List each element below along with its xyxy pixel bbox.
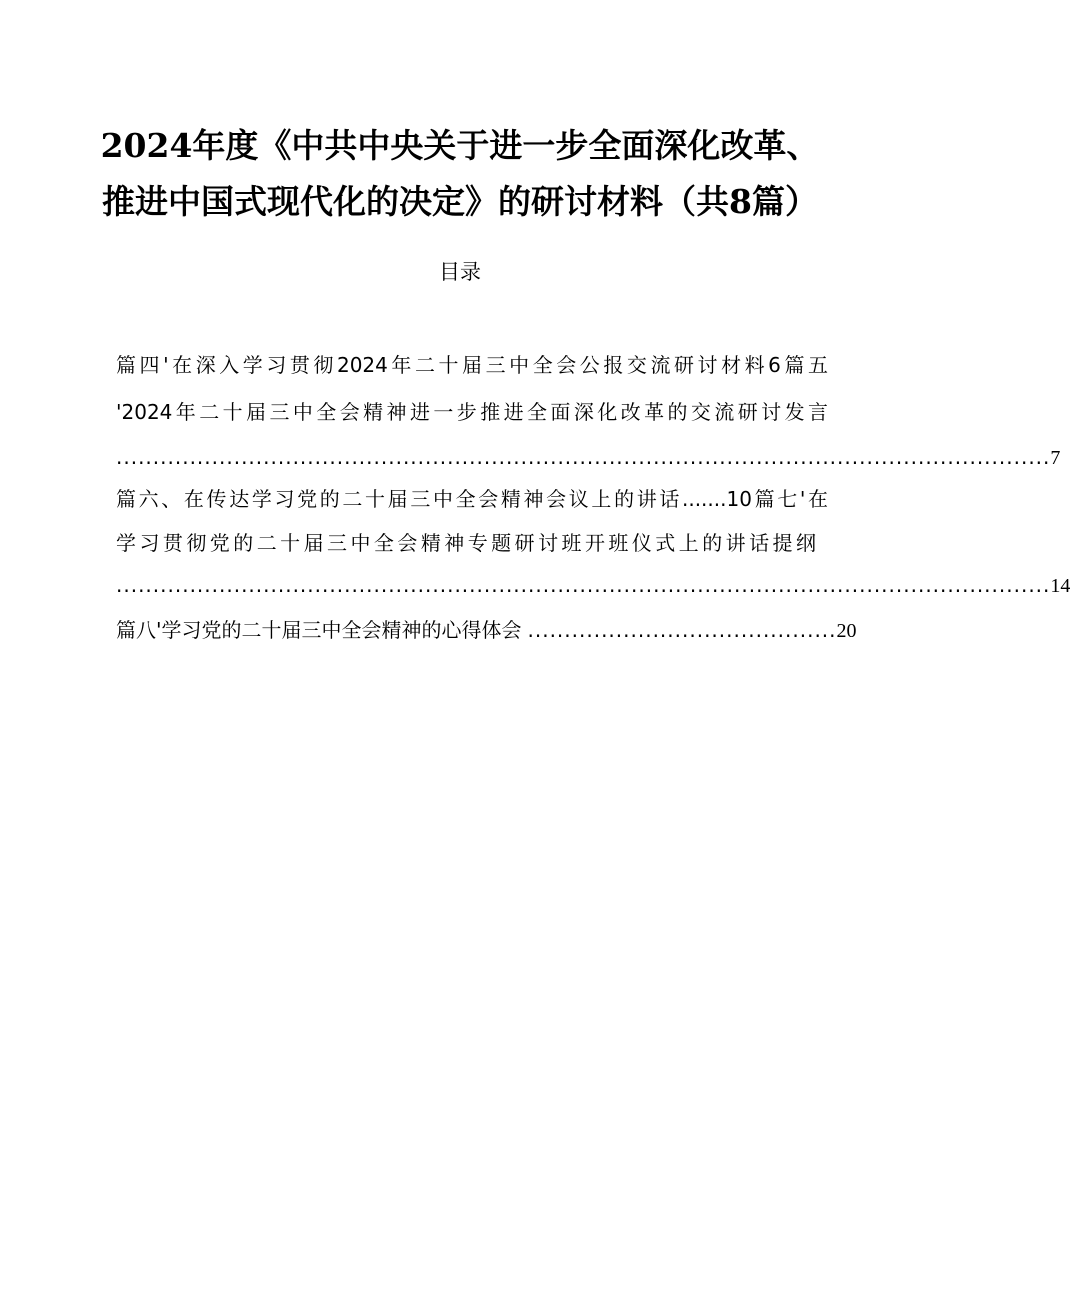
page-number: 20 (836, 620, 857, 642)
title-line-2: 推进中国式现代化的决定》的研讨材料（共8篇） (102, 182, 818, 221)
document-title (100, 118, 820, 230)
title-line-1: 2024年度《中共中央关于进一步全面深化改革、 (100, 126, 820, 165)
page-number: 7 (1050, 447, 1061, 469)
leader-dots: .......................................... (527, 618, 837, 642)
leader-dots: ............................................................................................................................... (116, 445, 1051, 469)
toc-heading: 目录 (439, 260, 481, 284)
page-number: 14 (1050, 575, 1070, 597)
toc-entry-line[interactable]: 学习贯彻党的二十届三中全会精神专题研讨班开班仪式上的讲话提纲 (116, 531, 816, 555)
toc-entry-line[interactable]: 篇四'在深入学习贯彻2024年二十届三中全会公报交流研讨材料6篇五 (116, 353, 828, 377)
toc-entry-line[interactable]: 篇六、在传达学习党的二十届三中全会精神会议上的讲话.......10篇七'在 (116, 487, 828, 511)
toc-entry-leader[interactable] (116, 565, 1070, 605)
toc-entry-leader[interactable] (116, 437, 1061, 477)
leader-dots: ............................................................................................................................... (116, 573, 1051, 597)
toc-entry-line[interactable]: '2024年二十届三中全会精神进一步推进全面深化改革的交流研讨发言 (116, 400, 828, 424)
toc-entry-text: 篇八'学习党的二十届三中全会精神的心得体会 (116, 618, 522, 642)
toc-entry-last[interactable] (116, 610, 857, 650)
